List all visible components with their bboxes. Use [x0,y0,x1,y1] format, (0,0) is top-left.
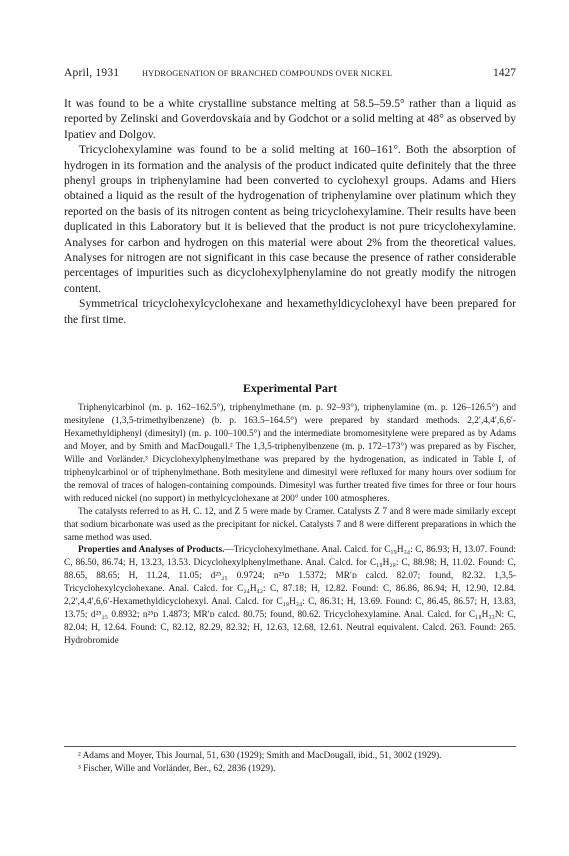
footnote: ³ Fischer, Wille and Vorländer, Ber., 62, 2836 (1929). [78,763,276,774]
body-paragraph: Symmetrical tricyclohexylcyclohexane and hexamethyldicyclohexyl have been prepared for the first time. [64,297,516,326]
running-header [64,66,516,80]
experimental-paragraph: The catalysts referred to as H. C. 12, and Z 5 were made by Cramer. Catalysts Z 7 and 8 were made similarly except that sodium bicarbonate was used as the precipitant for nickel. Catalysts 7 and 8 were different preparations in which the same method was used. [64,506,516,543]
properties-text: —Tricyclohexylmethane. Anal. Calcd. for C₁₉H₃₄: C, 86.93; H, 13.07. Found: C, 86.50, 86.74; H, 13.23, 13.53. Dicyclohexylphenylmethane. Anal. Calcd. for C₁₉H₂₈: C, 88.98; H, 11.02. Found: C, 88.65, 88.65; H, 11.24, 11.05; d²⁵₂₅ 0.9724; n²⁵ᴅ 1.5372; MR′ᴅ calcd. 82.07; found, 82.32. 1,3,5-Tricyclohexylcyclohexane. Anal. Calcd. for C₂₄H₄₂: C, 87.18; H, 12.82. Found: C, 86.86, 86.94; H, 12.90, 12.84. 2,2′,4,4′,6,6′-Hexamethyldicyclohexyl. Anal. Calcd. for C₁₈H₃₄: C, 86.31; H, 13.69. Found: C, 86.45, 86.57; H, 13.83, 13.75; d²⁵₂₅ 0.8932; n²⁵ᴅ 1.4873; MR′ᴅ calcd. 80.75; found, 80.62. Tricyclohexylamine. Anal. Calcd. for C₁₈H₃₃N: C, 82.04; H, 12.64. Found: C, 82.12, 82.29, 82.32; H, 12.63, 12.68, 12.61. Neutral equivalent. Calcd. 263. Found: 265. Hydrobromide [64,545,516,647]
experimental-paragraph: Triphenylcarbinol (m. p. 162–162.5°), triphenylmethane (m. p. 92–93°), triphenylamine (m. p. 126–126.5°) and mesitylene (1,3,5-trimethylbenzene) (b. p. 163.5–164.5°) were prepared by standard methods. 2,2′,4,4′,6,6′-Hexamethyldiphenyl (dimesityl) (m. p. 100–100.5°) and the intermediate bromomesitylene were prepared as by Adams and Moyer, and by Smith and MacDougall.² The 1,3,5-triphenylbenzene (m. p. 172–173°) was prepared as by Fischer, Wille and Vorländer.³ Dicyclohexylphenylmethane was prepared by the hydrogenation, as indicated in Table I, of triphenylcarbinol or of triphenylmethane. Both mesitylene and dimesityl were refluxed for many hours over sodium for the removal of traces of halogen-containing compounds. Dimesityl was further treated five times for three or four hours with reduced nickel (no support) in methylcyclohexane at 200° under 100 atmospheres. [64,403,516,504]
body-paragraph: It was found to be a white crystalline substance melting at 58.5–59.5° rather than a liquid as reported by Zelinski and Goverdovskaia and by Godchot or a solid melting at 48° as observed by Ipatiev and Dolgov. [64,97,516,141]
footnote-rule [64,746,516,747]
page-number: 1427 [493,67,516,79]
experimental-section [64,402,516,648]
footnotes [64,746,516,776]
properties-lead: Properties and Analyses of Products. [78,545,225,556]
issue-date: April, 1931 [64,67,120,79]
properties-paragraph [64,544,516,648]
body-text [64,96,516,327]
running-title: HYDROGENATION OF BRANCHED COMPOUNDS OVER NICKEL [142,69,393,78]
footnote: ² Adams and Moyer, This Journal, 51, 630 (1929); Smith and MacDougall, ibid., 51, 3002 (1929). [78,751,442,761]
body-paragraph: Tricyclohexylamine was found to be a solid melting at 160–161°. Both the absorption of hydrogen in its formation and the analysis of the product indicated quite definitely that the three phenyl groups in triphenylamine had been converted to cyclohexyl groups. Adams and Hiers obtained a liquid as the result of the hydrogenation of triphenylamine over platinum which they reported on the basis of its nitrogen content as being tricyclohexylamine. Their results have been duplicated in this Laboratory but it is believed that the product is not pure tricyclohexylamine. Analyses for carbon and hydrogen on this material were about 2% from the theoretical values. Analyses for nitrogen are not significant in this case because the presence of rather considerable percentages of impurities such as dicyclohexylphenylamine do not greatly modify the nitrogen content. [64,143,516,295]
section-heading: Experimental Part [242,381,338,395]
